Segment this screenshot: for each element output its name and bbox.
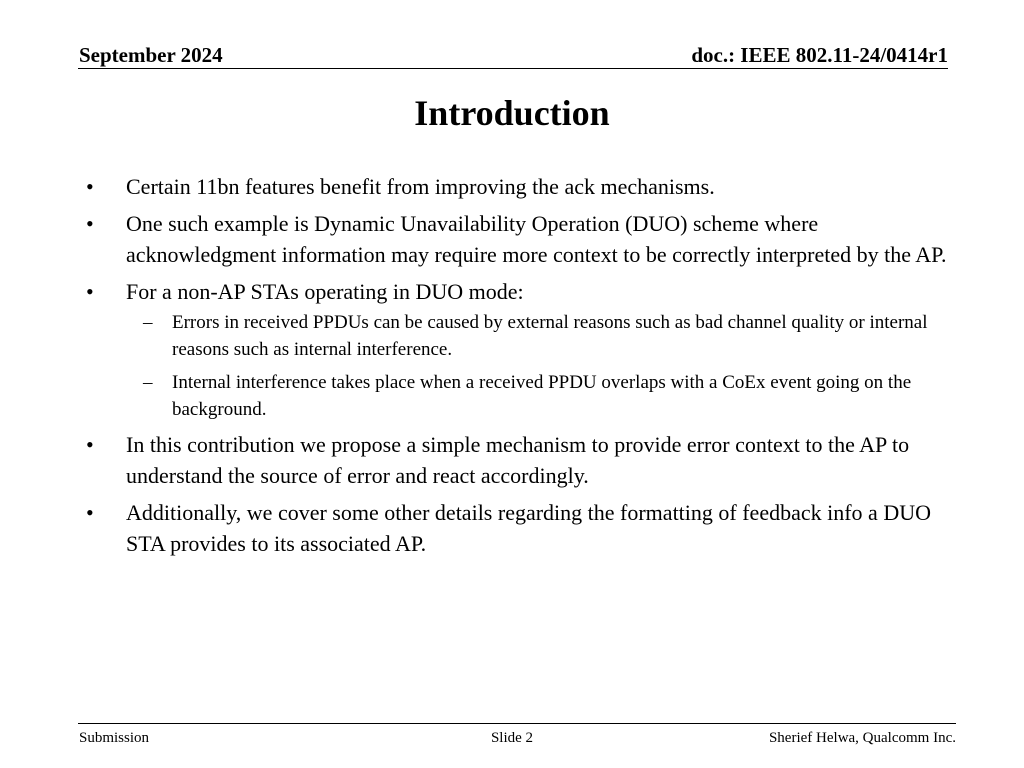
slide-title: Introduction bbox=[414, 93, 610, 133]
sub-bullet-text: Internal interference takes place when a received PPDU overlaps with a CoEx event going on the background. bbox=[172, 372, 912, 420]
footer-submission: Submission bbox=[79, 730, 150, 746]
bullet-text: Certain 11bn features benefit from improving the ack mechanisms. bbox=[126, 174, 715, 199]
header-date: September 2024 bbox=[79, 43, 223, 67]
bullet-list bbox=[86, 171, 956, 559]
bullet-text: Additionally, we cover some other details regarding the formatting of feedback info a DUO STA provides to its associated AP. bbox=[126, 500, 931, 556]
bullet-item bbox=[86, 276, 956, 423]
bullet-item bbox=[86, 171, 956, 202]
bullet-icon: • bbox=[86, 211, 94, 236]
bullet-item bbox=[86, 208, 956, 270]
footer-author: Sherief Helwa, Qualcomm Inc. bbox=[768, 730, 956, 746]
sub-bullet-item bbox=[126, 309, 956, 363]
bullet-text: In this contribution we propose a simple mechanism to provide error context to the AP to understand the source of error and react accordingly. bbox=[126, 432, 910, 488]
footer-slide-number: Slide 2 bbox=[490, 730, 534, 746]
bullet-icon: • bbox=[86, 432, 94, 457]
bullet-icon: • bbox=[86, 500, 94, 525]
bullet-text: For a non-AP STAs operating in DUO mode: bbox=[126, 279, 524, 304]
dash-icon: – bbox=[143, 312, 153, 333]
bullet-text: One such example is Dynamic Unavailability Operation (DUO) scheme where acknowledgment information may require more context to be correctly interpreted by the AP. bbox=[126, 211, 947, 267]
sub-bullet-item bbox=[126, 369, 956, 423]
dash-icon: – bbox=[143, 372, 153, 393]
bullet-icon: • bbox=[86, 174, 94, 199]
slide-body bbox=[86, 171, 956, 565]
header-divider bbox=[78, 68, 948, 69]
header-doc-id: doc.: IEEE 802.11-24/0414r1 bbox=[691, 43, 948, 67]
sub-bullet-list bbox=[126, 309, 956, 423]
sub-bullet-text: Errors in received PPDUs can be caused by external reasons such as bad channel quality or internal reasons such as internal interference. bbox=[172, 312, 928, 360]
bullet-icon: • bbox=[86, 279, 94, 304]
bullet-item bbox=[86, 497, 956, 559]
bullet-item bbox=[86, 429, 956, 491]
footer-divider bbox=[78, 723, 956, 724]
